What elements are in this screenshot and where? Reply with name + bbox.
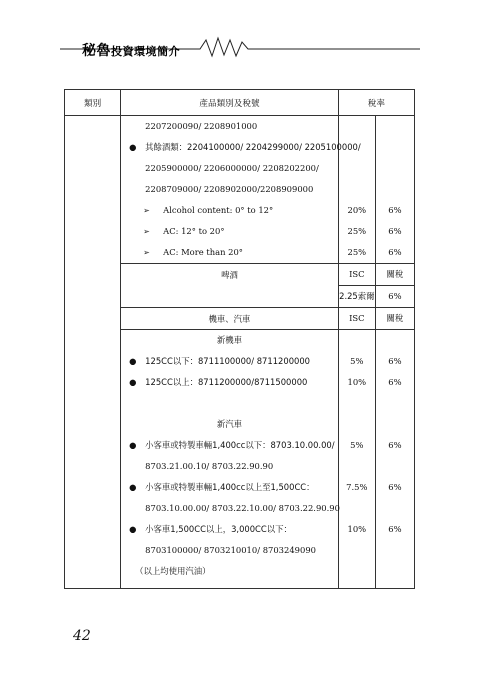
isc-rate: 20% (347, 205, 367, 215)
duty-rate: 6% (388, 226, 402, 236)
isc-rate: 7.5% (346, 482, 368, 492)
list-item (121, 435, 338, 456)
duty-rate: 6% (388, 482, 402, 492)
duty-rate: 6% (388, 524, 402, 534)
duty-rate: 6% (388, 377, 402, 387)
tariff-line: 2208709000/ 2208902000/2208909000 (145, 184, 314, 194)
sub-item-text: AC: More than 20° (163, 247, 243, 257)
arrow-bullet-icon: ➢ (143, 227, 150, 236)
header-title (82, 40, 180, 60)
duty-rate: 6% (388, 205, 402, 215)
bullet-icon: ● (129, 142, 137, 152)
vehicles-duty-header: 關稅 (375, 308, 414, 330)
list-item (121, 372, 338, 393)
header-title-country: 秘魯 (82, 43, 111, 59)
bullet-icon: ● (129, 482, 137, 492)
tariff-line: 2205900000/ 2206000000/ 2208202200/ (145, 163, 319, 173)
col-header-product: 產品類別及稅號 (121, 90, 339, 116)
tariff-line: 8703.10.00.00/ 8703.22.10.00/ 8703.22.90.90 (145, 503, 340, 513)
bullet-icon: ● (129, 356, 137, 366)
arrow-bullet-icon: ➢ (143, 248, 150, 257)
tariff-line: 8703100000/ 8703210010/ 8703249090 (145, 545, 316, 555)
col-header-tax-rate: 稅率 (338, 90, 414, 116)
list-item (121, 137, 361, 158)
isc-rate: 10% (347, 377, 367, 387)
bullet-icon: ● (129, 440, 137, 450)
vehicles-isc-header: ISC (338, 308, 375, 330)
tax-table (64, 89, 415, 589)
list-item-text: 125CC以下：8711100000/ 8711200000 (145, 356, 311, 366)
beer-isc-header: ISC (338, 264, 375, 286)
page-header (60, 36, 420, 58)
beer-duty-header: 關稅 (375, 264, 414, 286)
note-text: （以上均使用汽油） (135, 566, 211, 576)
sub-item-text: Alcohol content: 0° to 12° (163, 205, 274, 215)
list-item (121, 351, 338, 372)
sub-item (121, 242, 338, 263)
table-header-row (65, 90, 415, 116)
duty-rate: 6% (388, 247, 402, 257)
header-title-rest: 投資環境簡介 (111, 45, 180, 58)
category-cell (65, 116, 121, 589)
duty-rate: 6% (388, 356, 402, 366)
sub-item (121, 221, 338, 242)
vehicles-title (121, 308, 339, 330)
duty-cell (375, 116, 414, 264)
car-title: 新汽車 (216, 419, 243, 429)
arrow-bullet-icon: ➢ (143, 206, 150, 215)
vehicles-product-cell (121, 330, 339, 589)
vehicles-isc-cell (338, 330, 375, 589)
sub-item (121, 200, 338, 221)
list-item-text: 小客車或特製車輛1,400cc以上至1,500CC： (145, 482, 315, 492)
sub-item-text: AC: 12° to 20° (163, 226, 225, 236)
col-header-category: 類別 (65, 90, 121, 116)
beer-title (121, 264, 339, 308)
isc-rate: 25% (347, 247, 367, 257)
isc-rate: 5% (350, 440, 364, 450)
bullet-icon: ● (129, 524, 137, 534)
beer-duty-value: 6% (375, 286, 414, 308)
vehicles-title-text: 機車、汽車 (208, 313, 251, 324)
tariff-line: 8703.21.00.10/ 8703.22.90.90 (145, 461, 274, 471)
isc-rate: 10% (347, 524, 367, 534)
bullet-icon: ● (129, 377, 137, 387)
beer-title-text: 啤酒 (221, 270, 238, 280)
list-item-text: 其餘酒類：2204100000/ 2204299000/ 2205100000/ (145, 142, 361, 152)
list-item-text: 小客車1,500CC以上，3,000CC以下： (145, 524, 292, 534)
list-item (121, 477, 338, 498)
isc-rate: 25% (347, 226, 367, 236)
list-item (121, 519, 338, 540)
beer-isc-value: 2.25索爾 (338, 286, 375, 308)
isc-rate: 5% (350, 356, 364, 366)
page-number: 42 (73, 628, 91, 644)
duty-rate: 6% (388, 440, 402, 450)
liquor-row (65, 116, 415, 264)
list-item-text: 小客車或特製車輛1,400cc以下：8703.10.00.00/ (145, 440, 335, 450)
list-item-text: 125CC以上：8711200000/8711500000 (145, 377, 308, 387)
tariff-line: 2207200090/ 2208901000 (145, 121, 258, 131)
moto-title: 新機車 (216, 335, 243, 345)
vehicles-duty-cell (375, 330, 414, 589)
